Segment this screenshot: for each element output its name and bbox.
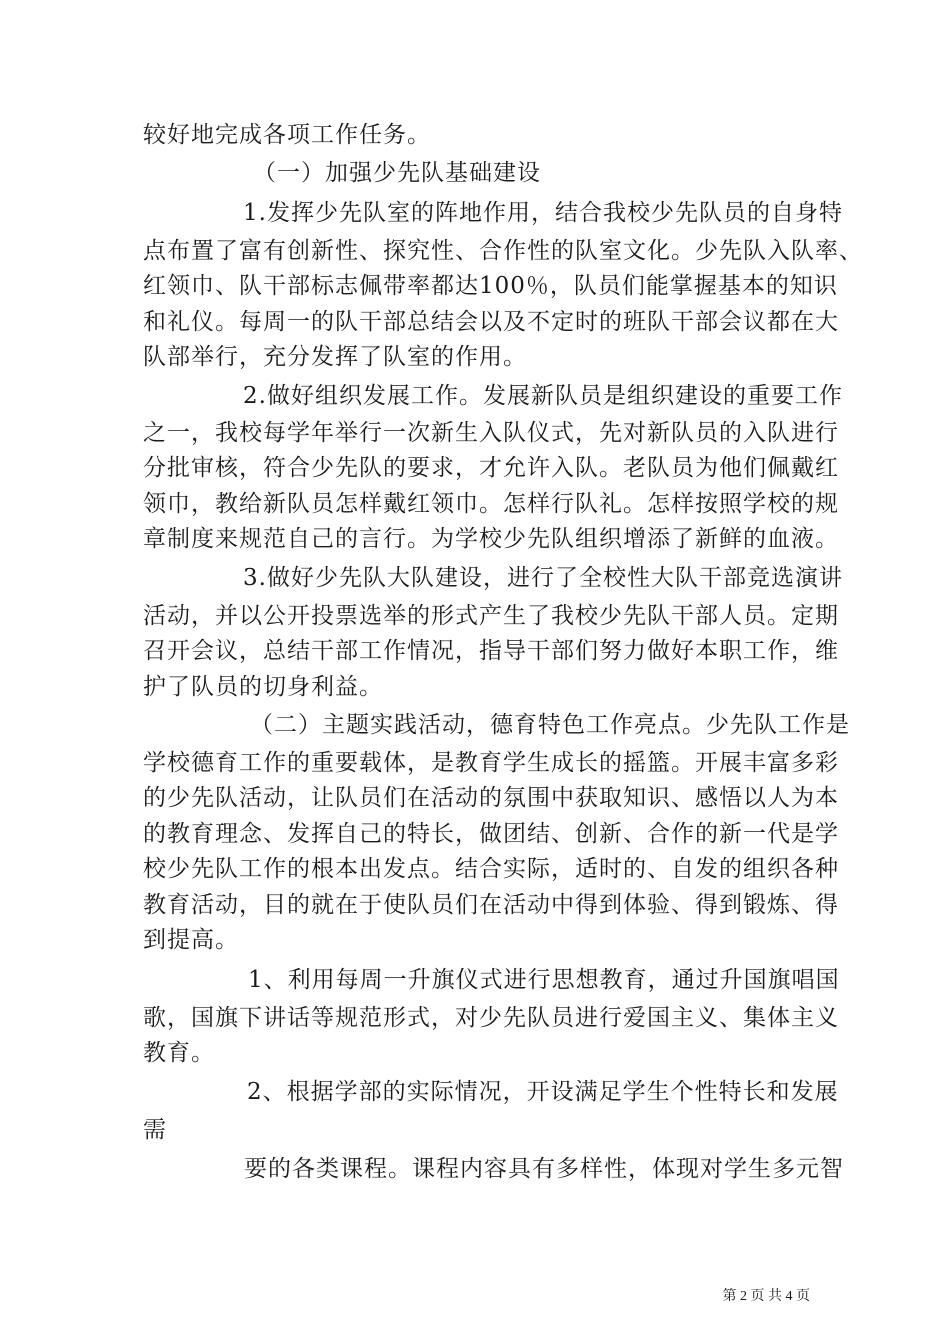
paragraph-line: 和礼仪。每周一的队干部总结会以及不定时的班队干部会议都在大 — [143, 309, 839, 335]
paragraph-line: 之一，我校每学年举行一次新生入队仪式，先对新队员的入队进行 — [143, 420, 839, 446]
paragraph-line: 分批审核，符合少先队的要求，才允许入队。老队员为他们佩戴红 — [143, 455, 839, 481]
paragraph-line: 要的各类课程。课程内容具有多样性，体现对学生多元智 — [244, 1156, 844, 1182]
paragraph-line: 护了队员的切身利益。 — [143, 674, 383, 700]
paragraph-line: 红领巾、队干部标志佩带率都达100％，队员们能掌握基本的知识 — [143, 273, 838, 299]
section-heading: （一）加强少先队基础建设 — [253, 160, 541, 186]
paragraph-line: 点布置了富有创新性、探究性、合作性的队室文化。少先队入队率、 — [143, 238, 863, 264]
paragraph-line: 1、利用每周一升旗仪式进行思想教育，通过升国旗唱国 — [248, 967, 840, 993]
paragraph-line: 校少先队工作的根本出发点。结合实际，适时的、自发的组织各种 — [143, 856, 839, 882]
paragraph-line: 3.做好少先队大队建设，进行了全校性大队干部竞选演讲 — [243, 565, 843, 591]
paragraph-line: 章制度来规范自己的言行。为学校少先队组织增添了新鲜的血液。 — [143, 526, 839, 552]
paragraph-line: 教育活动，目的就在于使队员们在活动中得到体验、得到锻炼、得 — [143, 892, 839, 918]
paragraph-line: 学校德育工作的重要载体，是教育学生成长的摇篮。开展丰富多彩 — [143, 750, 839, 776]
paragraph-line: 领巾，教给新队员怎样戴红领巾。怎样行队礼。怎样按照学校的规 — [143, 491, 839, 517]
paragraph-line: 召开会议，总结干部工作情况，指导干部们努力做好本职工作，维 — [143, 638, 839, 664]
text-line: 较好地完成各项工作任务。 — [143, 122, 431, 148]
section-heading: （二）主题实践活动，德育特色工作亮点。少先队工作是 — [250, 712, 850, 738]
paragraph-line: 1.发挥少先队室的阵地作用，结合我校少先队员的自身特 — [243, 200, 843, 226]
paragraph-line: 歌，国旗下讲话等规范形式，对少先队员进行爱国主义、集体主义 — [143, 1005, 839, 1031]
paragraph-line: 到提高。 — [143, 927, 239, 953]
paragraph-line: 2.做好组织发展工作。发展新队员是组织建设的重要工作 — [243, 383, 843, 409]
page-number: 第 2 页 共 4 页 — [722, 1289, 810, 1304]
paragraph-line: 队部举行，充分发挥了队室的作用。 — [143, 344, 527, 370]
paragraph-line: 的少先队活动，让队员们在活动的氛围中获取知识、感悟以人为本 — [143, 785, 839, 811]
paragraph-line: 教育。 — [143, 1040, 215, 1066]
paragraph-line: 需 — [143, 1117, 167, 1143]
paragraph-line: 活动，并以公开投票选举的形式产生了我校少先队干部人员。定期 — [143, 603, 839, 629]
paragraph-line: 的教育理念、发挥自己的特长，做团结、创新、合作的新一代是学 — [143, 821, 839, 847]
paragraph-line: 2、根据学部的实际情况，开设满足学生个性特长和发展 — [247, 1079, 839, 1105]
